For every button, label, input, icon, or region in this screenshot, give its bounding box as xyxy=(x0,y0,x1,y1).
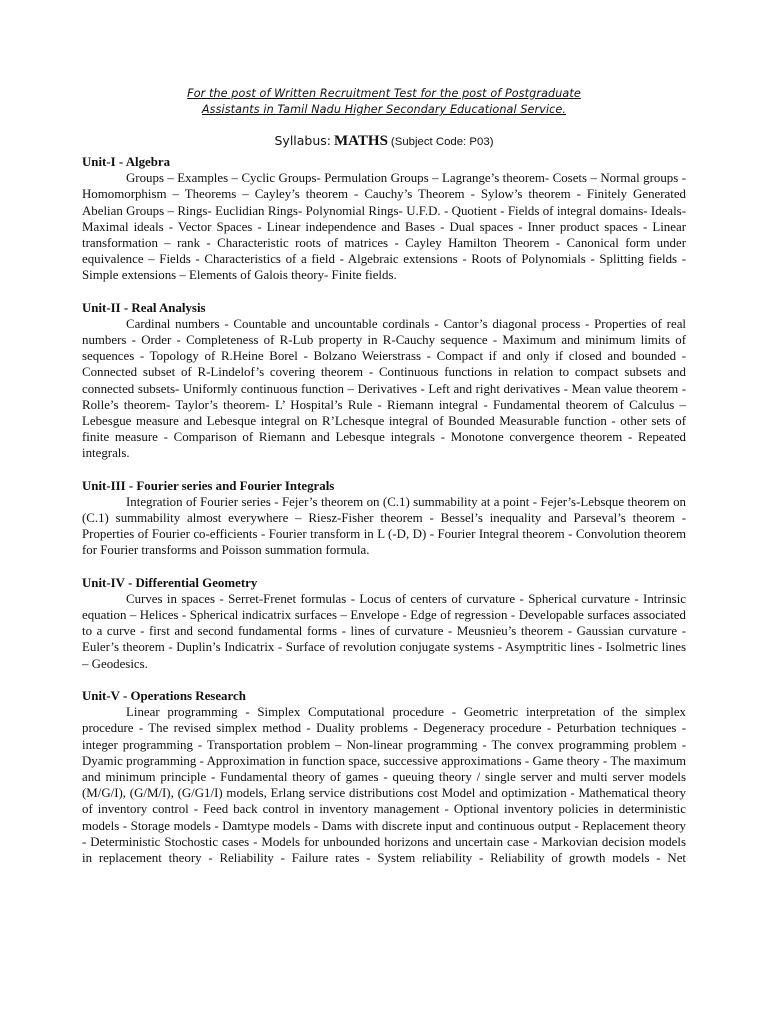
unit-body: Linear programming - Simplex Computational procedure - Geometric interpretation of the simplex procedure - The revised simplex method - Duality problems - Degeneracy procedure - Peturbation techniques - integer programming - Transportation problem – Non-linear programming - The convex programming problem - Dyamic programming - Approximation in function space, successive approximations - Game theory - The maximum and minimum principle - Fundamental theory of games - queuing theory / single server and multi server models (M/G/I), (G/M/I), (G/G1/I) models, Erlang service distributions cost Model and optimization - Mathematical theory of inventory control - Feed back control in inventory management - Optional inventory policies in deterministic models - Storage models - Damtype models - Dams with discrete input and continuous output - Replacement theory - Deterministic Stochostic cases - Models for unbounded horizons and uncertain case - Markovian decision models in replacement theory - Reliability - Failure rates - System reliability - Reliability of growth models - Net xyxy=(82,705,686,865)
unit-title: Unit-II - Real Analysis xyxy=(82,300,206,315)
unit-body: Groups – Examples – Cyclic Groups- Permulation Groups – Lagrange’s theorem- Cosets – Normal groups - Homomorphism – Theorems – Cayley’s theorem - Cauchy’s Theorem - Sylow’s theorem - Finitely Generated Abelian Groups – Rings- Euclidian Rings- Polynomial Rings- U.F.D. - Quotient - Fields of integral domains- Ideals- Maximal ideals - Vector Spaces - Linear independence and Bases - Dual spaces - Inner product spaces - Linear transformation – rank - Characteristic roots of matrices - Cayley Hamilton Theorem - Canonical form under equivalence – Fields - Characteristics of a field - Algebraic extensions - Roots of Polynomials - Splitting fields - Simple extensions – Elements of Galois theory- Finite fields. xyxy=(82,171,686,283)
unit-title: Unit-III - Fourier series and Fourier Integrals xyxy=(82,478,335,493)
header-line-2: Assistants in Tamil Nadu Higher Secondary Educational Service. xyxy=(201,103,567,116)
unit-body: Cardinal numbers - Countable and uncountable cordinals - Cantor’s diagonal process - Properties of real numbers - Order - Completeness of R-Lub property in R-Cauchy sequence - Maximum and minimum limits of sequences - Topology of R.Heine Borel - Bolzano Weierstrass - Compact if and only if closed and bounded - Connected subset of R-Lindelof’s covering theorem - Continuous functions in relation to compact subsets and connected subsets- Uniformly continuous function – Derivatives - Left and right derivatives - Mean value theorem - Rolle’s theorem- Taylor’s theorem- L’ Hospital’s Rule - Riemann integral - Fundamental theorem of Calculus –Lebesgue measure and Lebesque integral on R’Lchesque integral of Bounded Measurable function - other sets of finite measure - Comparison of Riemann and Lebesque integrals - Monotone convergence theorem - Repeated integrals. xyxy=(82,316,686,461)
syllabus-page xyxy=(82,86,686,882)
unit-section xyxy=(82,575,686,672)
header-line-1: For the post of Written Recruitment Test for the post of Postgraduate xyxy=(187,87,581,100)
syllabus-label: Syllabus: xyxy=(274,133,332,148)
unit-title: Unit-V - Operations Research xyxy=(82,688,246,703)
unit-body: Curves in spaces - Serret-Frenet formulas - Locus of centers of curvature - Spherical curvature - Intrinsic equation – Helices - Spherical indicatrix surfaces – Envelope - Edge of regression - Developable surfaces associated to a curve - first and second fundamental forms - lines of curvature - Meusnieu’s theorem - Gaussian curvature - Euler’s theorem - Duplin’s Indicatrix - Surface of revolution conjugate systems - Asymptritic lines - Isolmetric lines – Geodesics. xyxy=(82,591,686,671)
document-header xyxy=(82,86,686,118)
unit-body: Integration of Fourier series - Fejer’s theorem on (C.1) summability at a point - Fejer’s-Lebsque theorem on (C.1) summability almost everywhere – Riesz-Fisher theorem - Bessel’s inequality and Parseval’s theorem - Properties of Fourier co-efficients - Fourier transform in L (-D, D) - Fourier Integral theorem - Convolution theorem for Fourier transforms and Poisson summation formula. xyxy=(82,494,686,558)
unit-section xyxy=(82,688,686,866)
subject-code: (Subject Code: P03) xyxy=(390,136,494,148)
unit-section xyxy=(82,478,686,559)
unit-title: Unit-I - Algebra xyxy=(82,155,171,169)
subject-name: MATHS xyxy=(334,133,388,149)
unit-title: Unit-IV - Differential Geometry xyxy=(82,575,258,590)
subject-heading xyxy=(82,132,686,151)
unit-section xyxy=(82,300,686,462)
unit-section xyxy=(82,154,686,284)
